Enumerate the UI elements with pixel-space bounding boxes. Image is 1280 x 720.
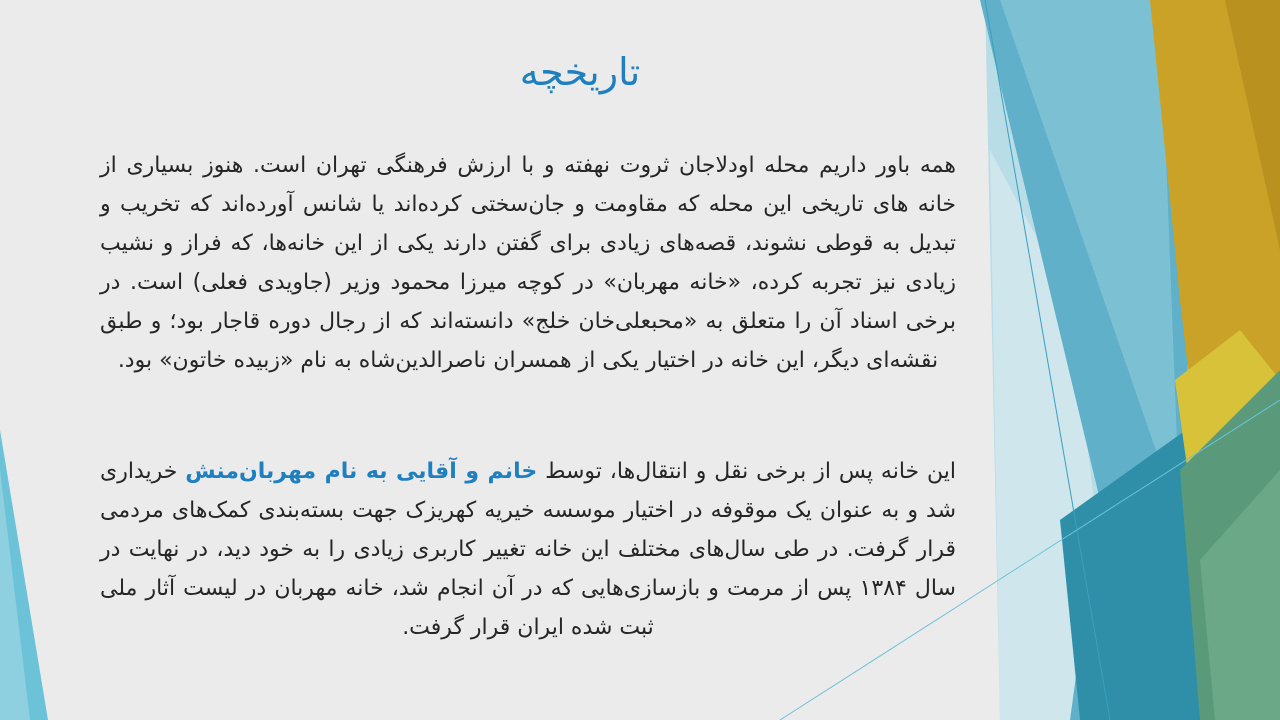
history-paragraph-1: همه باور داریم محله اودلاجان ثروت نهفته و با ارزش فرهنگی تهران است. هنوز بسیاری از خانه های تاریخی این محله که مقاومت و جان‌سختی کرده‌اند یا شانس آورده‌اند که تخریب و تبدیل به قوطی نشوند، قصه‌های زیادی برای گفتن دارند یکی از این خانه‌ها، که فراز و نشیب زیادی نیز تجربه کرده، «خانه مهربان» در کوچه میرزا محمود وزیر (جاویدی فعلی) است. در برخی اسناد آن را متعلق به «محبعلی‌خان خلج» دانسته‌اند که از رجال دوره قاجار بود؛ و طبق نقشه‌ای دیگر، این خانه در اختیار یکی از همسران ناصرالدین‌شاه به نام «زبیده خاتون» بود.: [100, 153, 956, 373]
page-title: تاریخچه: [519, 50, 641, 94]
history-paragraph-2: [100, 452, 956, 647]
paragraph-2-rest: خریداری شد و به عنوان یک موقوفه در اختیار موسسه خیریه کهریزک جهت بسته‌بندی کمک‌های مردمی قرار گرفت. در طی سال‌های مختلف این خانه تغییر کاربری زیادی را به خود دید، در نهایت در سال ۱۳۸۴ پس از مرمت و بازسازی‌هایی که در آن انجام شد، خانه مهربان در لیست آثار ملی ثبت شده ایران قرار گرفت.: [100, 459, 956, 640]
paragraph-2-intro: این خانه پس از برخی نقل و انتقال‌ها، توسط: [537, 459, 957, 484]
highlighted-owner-names: خانم و آقایی به نام مهربان‌منش: [185, 459, 538, 484]
